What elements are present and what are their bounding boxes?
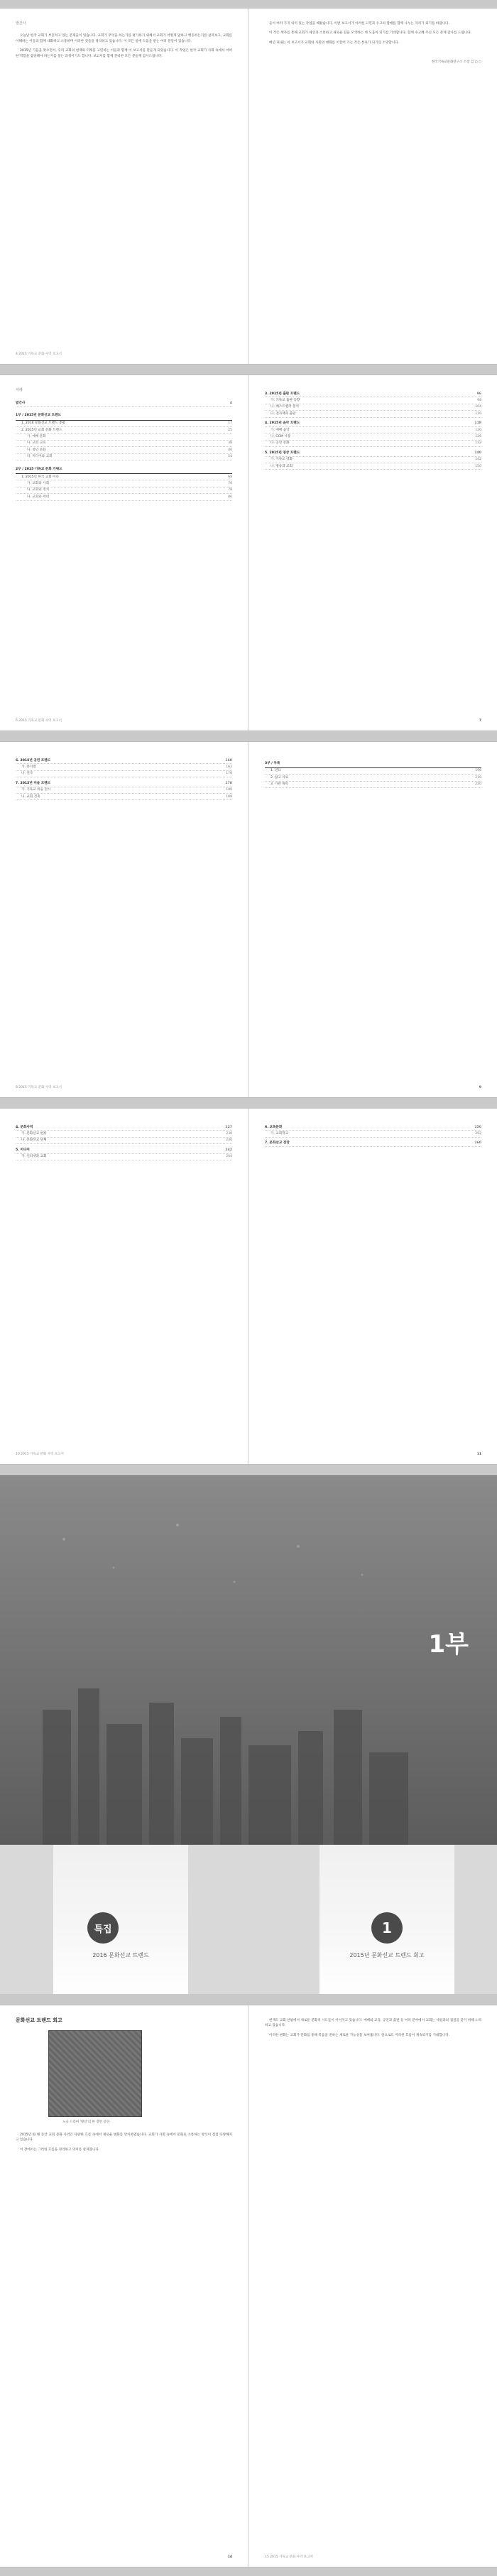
toc-entry bbox=[16, 771, 232, 777]
toc-entry bbox=[16, 1131, 232, 1137]
toc-entry-title: 다. 공연 문화 bbox=[271, 441, 290, 446]
toc-entry bbox=[16, 794, 232, 800]
page-footer: 14 bbox=[227, 2555, 232, 2559]
toc-entry bbox=[265, 1131, 481, 1137]
toc-entry-title: 5. 2015년 영상 트렌드 bbox=[265, 451, 300, 455]
toc-entry-title: 나. 베스트셀러 분석 bbox=[271, 405, 299, 409]
toc-entry-page: 70 bbox=[228, 481, 232, 485]
toc-list bbox=[16, 1124, 232, 1160]
toc-entry-title: 1. 2016 문화선교 트렌드 총평 bbox=[21, 421, 65, 426]
toc-entry-title: 3. 기관 목록 bbox=[271, 782, 289, 787]
toc-entry bbox=[16, 787, 232, 794]
toc-entry bbox=[265, 1141, 481, 1147]
toc-entry bbox=[265, 427, 481, 433]
toc-entry-page: 178 bbox=[225, 781, 232, 785]
toc-entry bbox=[16, 413, 232, 421]
toc-entry-page: 230 bbox=[226, 1131, 232, 1136]
toc-entry bbox=[265, 760, 481, 768]
toc-entry bbox=[265, 775, 481, 781]
spread-preface bbox=[0, 9, 497, 364]
toc-entry bbox=[265, 411, 481, 417]
paragraph: 이러한 변화는 교회가 문화를 통해 복음을 전하는 새로운 가능성을 보여줍니다. 앞으로도 이러한 흐름이 계속되기를 기대합니다. bbox=[269, 2033, 450, 2037]
part-title: 1부 bbox=[428, 1630, 469, 1659]
toc-entry bbox=[16, 494, 232, 500]
toc-entry bbox=[16, 421, 232, 427]
page-toc-left bbox=[0, 742, 248, 1097]
toc-entry-page: 110 bbox=[475, 411, 481, 416]
page-footer: 7 bbox=[479, 718, 481, 723]
page-preface-left bbox=[0, 9, 248, 364]
spread-toc-2 bbox=[0, 742, 497, 1097]
toc-entry-title: 나. 연극 bbox=[21, 772, 33, 776]
toc-entry-page: 96 bbox=[476, 392, 481, 396]
toc-entry-title: 4. 문화사역 bbox=[16, 1125, 33, 1129]
toc-entry bbox=[265, 768, 481, 775]
toc-entry-page: 220 bbox=[475, 782, 481, 787]
toc-entry-title: 7. 문화선교 전망 bbox=[265, 1141, 290, 1146]
toc-list bbox=[265, 1124, 481, 1147]
toc-entry-title: 가. 인터넷과 교회 bbox=[21, 1155, 47, 1159]
paragraph: 이 작은 책자를 통해 교회가 세상과 소통하고 새로운 길을 모색하는 데 도움이 되기를 기대합니다. 함께 수고해 주신 모든 분께 감사를 드립니다. bbox=[269, 31, 472, 36]
toc-entry-title: 2부 / 2015 기독교 문화 키워드 bbox=[16, 467, 62, 471]
toc-entry bbox=[265, 1124, 481, 1131]
toc-list bbox=[16, 400, 232, 500]
toc-entry-page: 98 bbox=[477, 398, 481, 402]
toc-entry-page: 46 bbox=[228, 448, 232, 452]
toc-entry-page: 160 bbox=[225, 758, 232, 762]
toc-entry bbox=[16, 764, 232, 770]
toc-entry bbox=[16, 474, 232, 480]
toc-entry-page: 54 bbox=[228, 455, 232, 459]
toc-entry bbox=[265, 457, 481, 463]
part-divider bbox=[0, 1475, 497, 1994]
bookmark-special bbox=[53, 1845, 188, 1994]
toc-entry bbox=[265, 450, 481, 456]
photo-caption: 노숙 드라마 '발길'의 한 장면 공연 bbox=[62, 2120, 110, 2125]
toc-entry-title: 2. 2015년 교회 문화 트렌드 bbox=[21, 428, 62, 432]
toc-entry-title: 7. 2015년 미술 트렌드 bbox=[16, 781, 51, 785]
toc-entry-page: 242 bbox=[225, 1148, 232, 1152]
toc-entry bbox=[265, 441, 481, 447]
toc-entry-page: 260 bbox=[474, 1141, 481, 1146]
toc-entry-page: 196 bbox=[475, 769, 481, 773]
toc-entry-title: 가. 기독교 영화 bbox=[271, 458, 293, 462]
toc-entry-title: 6. 교육문화 bbox=[265, 1125, 283, 1129]
section-heading: 문화선교 트렌드 회고 bbox=[16, 2017, 62, 2023]
toc-entry bbox=[265, 433, 481, 440]
toc-entry bbox=[16, 400, 232, 406]
spread-toc-1 bbox=[0, 375, 497, 731]
running-head: 차례 bbox=[16, 388, 23, 392]
toc-entry-title: 나. CCM 시장 bbox=[271, 434, 291, 438]
toc-entry-page: 162 bbox=[226, 765, 232, 769]
body-text bbox=[265, 21, 481, 45]
running-head: 발간사 bbox=[16, 21, 26, 26]
toc-entry bbox=[16, 1154, 232, 1160]
city-illustration bbox=[0, 1475, 497, 1845]
toc-entry bbox=[16, 427, 232, 433]
page-toc-right bbox=[249, 375, 497, 731]
toc-entry bbox=[265, 404, 481, 411]
toc-entry-title: 다. 전자책과 출판 bbox=[271, 411, 296, 416]
page-chapter-right bbox=[249, 2005, 497, 2567]
toc-entry-title: 3부 / 부록 bbox=[265, 761, 280, 765]
toc-entry bbox=[16, 480, 232, 487]
signature-line: 한국기독교문화연구소 소장 김 ○ ○ bbox=[431, 60, 481, 65]
page-toc-right bbox=[249, 742, 497, 1097]
toc-entry-title: 5. 미디어 bbox=[16, 1148, 30, 1152]
toc-entry-title: 가. 교회학교 bbox=[271, 1131, 289, 1136]
toc-entry bbox=[265, 463, 481, 470]
toc-entry-title: 발간사 bbox=[16, 401, 26, 405]
special-caption: 2016 문화선교 트렌드 bbox=[92, 1952, 149, 1958]
toc-entry-page: 68 bbox=[228, 475, 232, 479]
toc-entry bbox=[265, 397, 481, 404]
toc-entry-title: 라. 미디어와 교회 bbox=[27, 455, 53, 459]
spread-toc-3 bbox=[0, 1109, 497, 1464]
toc-entry-title: 1. 연표 bbox=[271, 769, 281, 773]
page-footer: 8 2015 기독교 문화 사역 보고서 bbox=[16, 1085, 62, 1089]
toc-entry-page: 227 bbox=[225, 1125, 232, 1129]
toc-entry-page: 118 bbox=[474, 421, 481, 426]
page-toc-right bbox=[249, 1109, 497, 1464]
toc-entry-title: 1부 / 2015년 문화선교 트렌드 bbox=[16, 414, 61, 418]
performance-photo bbox=[48, 2030, 142, 2117]
toc-entry-page: 104 bbox=[475, 405, 481, 409]
toc-list bbox=[265, 391, 481, 470]
toc-entry-page: 126 bbox=[475, 434, 481, 438]
toc-entry-page: 180 bbox=[226, 788, 232, 792]
page-toc-left bbox=[0, 375, 248, 731]
page-footer: 11 bbox=[476, 1452, 481, 1456]
toc-entry-title: 나. 교회 교육 bbox=[27, 441, 46, 446]
toc-entry-page: 140 bbox=[474, 451, 481, 455]
part-cover-photo bbox=[0, 1475, 497, 1845]
body-text bbox=[265, 2018, 481, 2038]
paragraph: 매년 펴내는 이 보고서가 교회와 사회의 대화를 이끌어 가는 작은 통로가 되기를 소망합니다. bbox=[269, 41, 400, 45]
toc-entry-title: 1. 2015년 한국 교회 이슈 bbox=[21, 475, 59, 479]
toc-entry-title: 가. 기독교 미술 전시 bbox=[21, 788, 51, 792]
toc-entry-title: 나. 교회와 정치 bbox=[27, 488, 50, 492]
toc-entry-title: 나. 문화선교 단체 bbox=[21, 1138, 47, 1143]
toc-entry-page: 132 bbox=[475, 441, 481, 446]
paragraph: 현재도 교회 안팎에서 새로운 문화적 시도들이 이어지고 있습니다. 예배와 교육, 공연과 출판 등 여러 분야에서 교회는 세상과의 접점을 찾기 위해 노력하고 있습니다. bbox=[265, 2019, 481, 2028]
toc-list bbox=[16, 758, 232, 800]
toc-entry-title: 가. 예배 문화 bbox=[27, 435, 46, 439]
toc-entry-title: 나. 방송과 교회 bbox=[271, 464, 293, 468]
toc-entry-title: 다. 청년 문화 bbox=[27, 448, 46, 452]
toc-entry bbox=[16, 454, 232, 460]
toc-entry-page: 236 bbox=[226, 1138, 232, 1143]
toc-entry bbox=[16, 1124, 232, 1131]
toc-entry-page: 188 bbox=[226, 794, 232, 799]
toc-entry-page: 252 bbox=[475, 1131, 481, 1136]
toc-entry-page: 244 bbox=[226, 1155, 232, 1159]
spread-chapter-1 bbox=[0, 2005, 497, 2567]
toc-entry bbox=[16, 434, 232, 441]
page-toc-left bbox=[0, 1109, 248, 1464]
toc-entry bbox=[16, 780, 232, 787]
toc-entry-page: 86 bbox=[228, 495, 232, 499]
toc-entry-page: 38 bbox=[228, 441, 232, 446]
toc-entry bbox=[265, 782, 481, 788]
special-tag: 특집 bbox=[87, 1912, 119, 1944]
body-text bbox=[16, 33, 232, 59]
page-footer: 6 2015 기독교 문화 사역 보고서 bbox=[16, 718, 62, 723]
paragraph: 2015년 한 해 동안 교회 문화 사역은 다양한 흐름 속에서 새로운 변화를 맞이하였습니다. 교회가 사회 속에서 문화로 소통하는 방식이 점점 다양해지고 있습니다. bbox=[16, 2133, 232, 2143]
body-text bbox=[16, 2133, 232, 2152]
page-footer: 9 bbox=[479, 1085, 481, 1089]
toc-entry-page: 78 bbox=[228, 488, 232, 492]
paragraph: 오늘날 한국 교회가 부딪치고 있는 문제들이 있습니다. 교회가 무엇을 하는가를 평가하기 위해서 교회가 어떻게 말하고 행동하는지를 살펴보고, 교회를 이해하는 이들과 함께 대화하고 소통하며 이러한 것들을 정리하고 있습니다. 이 모든 일에 도움을 받는 여러 분들이 있습니다. bbox=[16, 34, 232, 43]
toc-entry-title: 가. 기독교 출판 동향 bbox=[271, 398, 300, 402]
page-footer: 10 2015 기독교 문화 사역 보고서 bbox=[16, 1452, 64, 1456]
toc-entry-title: 3. 2015년 출판 트렌드 bbox=[265, 392, 300, 396]
page-footer: 15 2015 기독교 문화 사역 보고서 bbox=[265, 2555, 313, 2559]
section-band bbox=[0, 1845, 497, 1994]
page-chapter-left bbox=[0, 2005, 248, 2567]
toc-entry-title: 6. 2015년 공연 트렌드 bbox=[16, 758, 51, 762]
toc-list bbox=[265, 760, 481, 788]
toc-entry bbox=[16, 447, 232, 453]
paragraph: 2015년 가을을 맞으면서, 우리 교회의 현재와 미래를 고민하는 이들과 함께 이 보고서를 만들게 되었습니다. 이 작업은 한국 교회가 사회 속에서 어떠한 역할을 감당해야 하는지를 묻는 과정이기도 합니다. 보고서를 함께 준비한 모든 분들께 감사드립니다. bbox=[16, 49, 232, 58]
page-preface-right bbox=[249, 9, 497, 364]
toc-entry-page: 210 bbox=[475, 775, 481, 780]
toc-entry-title: 나. 교회 건축 bbox=[21, 794, 40, 799]
toc-entry-title: 가. 문화선교 현장 bbox=[21, 1131, 47, 1136]
toc-entry bbox=[265, 421, 481, 427]
toc-entry-title: 가. 교회와 사회 bbox=[27, 481, 50, 485]
toc-entry-page: 142 bbox=[475, 458, 481, 462]
toc-entry bbox=[16, 1138, 232, 1144]
toc-entry bbox=[265, 391, 481, 397]
toc-entry bbox=[16, 487, 232, 494]
toc-entry-title: 가. 예배 음악 bbox=[271, 428, 290, 432]
chapter-number: 1 bbox=[371, 1912, 403, 1944]
toc-entry-page: 25 bbox=[228, 428, 232, 432]
toc-entry bbox=[16, 466, 232, 474]
toc-entry bbox=[16, 1147, 232, 1153]
toc-entry-page: 17 bbox=[228, 421, 232, 426]
toc-entry-page: 250 bbox=[474, 1125, 481, 1129]
toc-entry-page: 150 bbox=[475, 464, 481, 468]
toc-entry-title: 다. 교회와 세대 bbox=[27, 495, 50, 499]
toc-entry-page: 120 bbox=[475, 428, 481, 432]
toc-entry-title: 가. 뮤지컬 bbox=[21, 765, 36, 769]
toc-entry-page: 4 bbox=[229, 401, 232, 405]
toc-entry bbox=[16, 758, 232, 764]
toc-entry-title: 2. 참고 자료 bbox=[271, 775, 289, 780]
paragraph: 들이 여러 가지 의미 있는 작업을 해왔습니다. 이번 보고서가 이러한 고민과 수고의 열매를 함께 나누는 자리가 되기를 바랍니다. bbox=[269, 22, 450, 26]
toc-entry bbox=[16, 441, 232, 447]
page-footer: 4 2015 기독교 문화 사역 보고서 bbox=[16, 352, 62, 356]
paragraph: 이 장에서는 그러한 흐름을 정리하고 의미를 살펴봅니다. bbox=[20, 2147, 100, 2152]
toc-entry-title: 4. 2015년 음악 트렌드 bbox=[265, 421, 300, 426]
toc-entry-page: 170 bbox=[226, 772, 232, 776]
chapter-caption: 2015년 문화선교 트렌드 회고 bbox=[349, 1952, 425, 1958]
